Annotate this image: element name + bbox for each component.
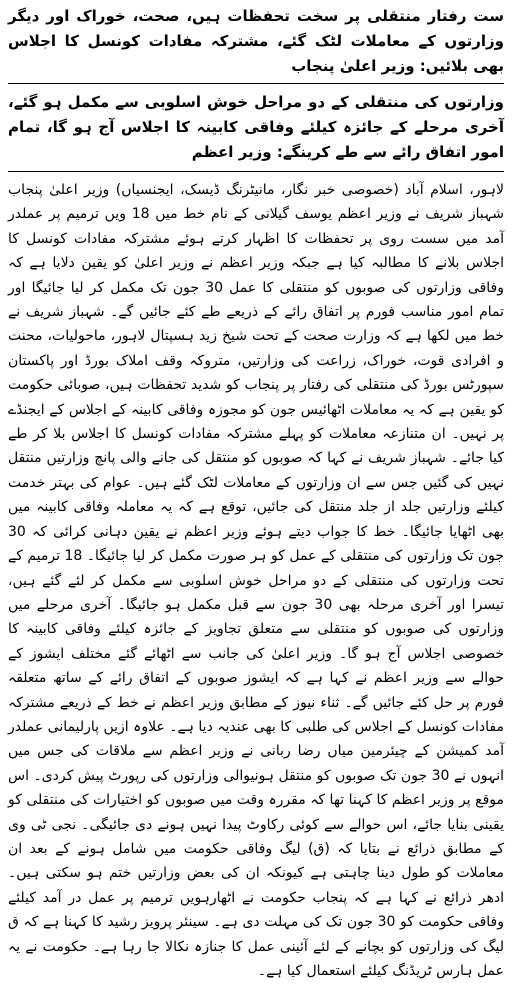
article-body: لاہور، اسلام آباد (خصوصی خبر نگار، مانیٹرنگ ڈیسک، ایجنسیاں) وزیر اعلیٰ پنجاب شہباز شریف نے وزیر اعظم یوسف گیلانی کے نام خط میں 18 ویں ترمیم پر عملدر آمد میں سست روی پر تحفظات کا اظہار کرتے ہوئے مشترکہ مفادات کونسل کا اجلاس بلانے کا مطالبہ کیا ہے جبکہ وزیر اعظم نے وزیر اعلیٰ کو یقین دلایا ہے کہ وفاقی وزارتوں کی صوبوں کو منتقلی کا عمل 30 جون تک مکمل کر لیا جائیگا اور تمام امور مناسب فورم پر اتفاق رائے کے ذریعے طے کئے جائیں گے۔ شہباز شریف نے خط میں لکھا ہے کہ وزارت صحت کے تحت شیخ زید ہسپتال لاہور، ماحولیات، محنت و افرادی قوت، خوراک، زراعت کی وزارتیں، متروکہ وقف املاک بورڈ اور پاکستان سپورٹس بورڈ کی منتقلی کی رفتار پر پنجاب کو شدید تحفظات ہیں، صوبائی حکومت کو یقین ہے کہ یہ معاملات اٹھائیس جون کو مجوزہ وفاقی کابینہ کے اجلاس کے ایجنڈے پر نہیں۔ ان متنازعہ معاملات کو پہلے مشترکہ مفادات کونسل کا اجلاس بلا کر طے کیا جائے۔ شہباز شریف نے کہا کہ صوبوں کو منتقل کی جانے والی پانچ وزارتیں منتقل نہیں کی گئیں جس سے ان وزارتوں کے معاملات لٹک گئے ہیں۔ عوام کی بہتر خدمت کیلئے وزارتیں جلد از جلد منتقل کی جائیں، توقع ہے کہ یہ معاملہ وفاقی کابینہ میں بھی اٹھایا جائیگا۔ خط کا جواب دیتے ہوئے وزیر اعظم نے یقین دہانی کرائی کہ 30 جون تک وزارتوں کی منتقلی کے عمل کو ہر صورت مکمل کر لیا جائیگا۔ 18 ترمیم کے تحت وزارتوں کی منتقلی کے دو مراحل خوش اسلوبی سے مکمل کر لئے گئے ہیں، تیسرا اور آخری مرحلہ بھی 30 جون سے قبل مکمل ہو جائیگا۔ آخری مرحلے میں وزارتوں کی صوبوں کو منتقلی سے متعلق تجاویز کے جائزہ کیلئے وفاقی کابینہ کا خصوصی اجلاس آج ہو گا۔ وزیر اعلیٰ کی جانب سے اٹھائے گئے مختلف ایشوز کے حوالے سے وزیر اعظم نے کہا ہے کہ ایشوز صوبوں کے اتفاق رائے کے ساتھ متعلقہ فورم پر حل کئے جائیں گے۔ ثناء نیوز کے مطابق وزیر اعظم نے خط کے ذریعے مشترکہ مفادات کونسل کے اجلاس کی طلبی کا بھی عندیہ دیا ہے۔ علاوہ ازیں پارلیمانی عملدر آمد کمیشن کے چیئرمین میاں رضا ربانی نے وزیر اعظم سے ملاقات کی جس میں انہوں نے 30 جون تک صوبوں کو منتقل ہونیوالی وزارتوں کی رپورٹ پیش کردی۔ اس موقع پر وزیر اعظم کا کہنا تھا کہ مقررہ وقت میں صوبوں کو اختیارات کی منتقلی کو یقینی بنایا جائے، اس حوالے سے کوئی رکاوٹ پیدا نہیں ہونے دی جائیگی۔ نجی ٹی وی کے مطابق ذرائع نے بتایا کہ (ق) لیگ وفاقی حکومت میں شامل ہونے کے بعد ان معاملات کو طول دینا چاہتی ہے کیونکہ ان کی بعض وزارتیں ختم ہو سکتی ہیں۔ ادھر ذرائع نے کہا ہے کہ پنجاب حکومت نے اٹھارہویں ترمیم پر عمل در آمد کیلئے وفاقی حکومت کو 30 جون تک کی مہلت دی ہے۔ سینئر پرویز رشید کا کہنا ہے کہ ق لیگ کی وزارتوں کو بچانے کے لئے آئینی عمل کا جنازہ نکالا جا رہا ہے۔ حکومت نے یہ عمل ہارس ٹریڈنگ کیلئے استعمال کیا ہے۔ bbox=[8, 182, 505, 979]
subheadline-divider bbox=[8, 171, 504, 172]
article-subheadline: وزارتوں کی منتقلی کے دو مراحل خوش اسلوبی سے مکمل ہو گئے، آخری مرحلے کے جائزہ کیلئے وفاقی کابینہ کا اجلاس آج ہو گا، تمام امور اتفاق رائے سے طے کرینگے: وزیر اعظم bbox=[8, 93, 504, 161]
headline-divider bbox=[8, 83, 504, 84]
article-headline: ست رفتار منتقلی پر سخت تحفظات ہیں، صحت، خوراک اور دیگر وزارتوں کے معاملات لٹک گئے، مشترکہ مفادات کونسل کا اجلاس بھی بلائیں: وزیر اعلیٰ پنجاب bbox=[8, 7, 504, 75]
